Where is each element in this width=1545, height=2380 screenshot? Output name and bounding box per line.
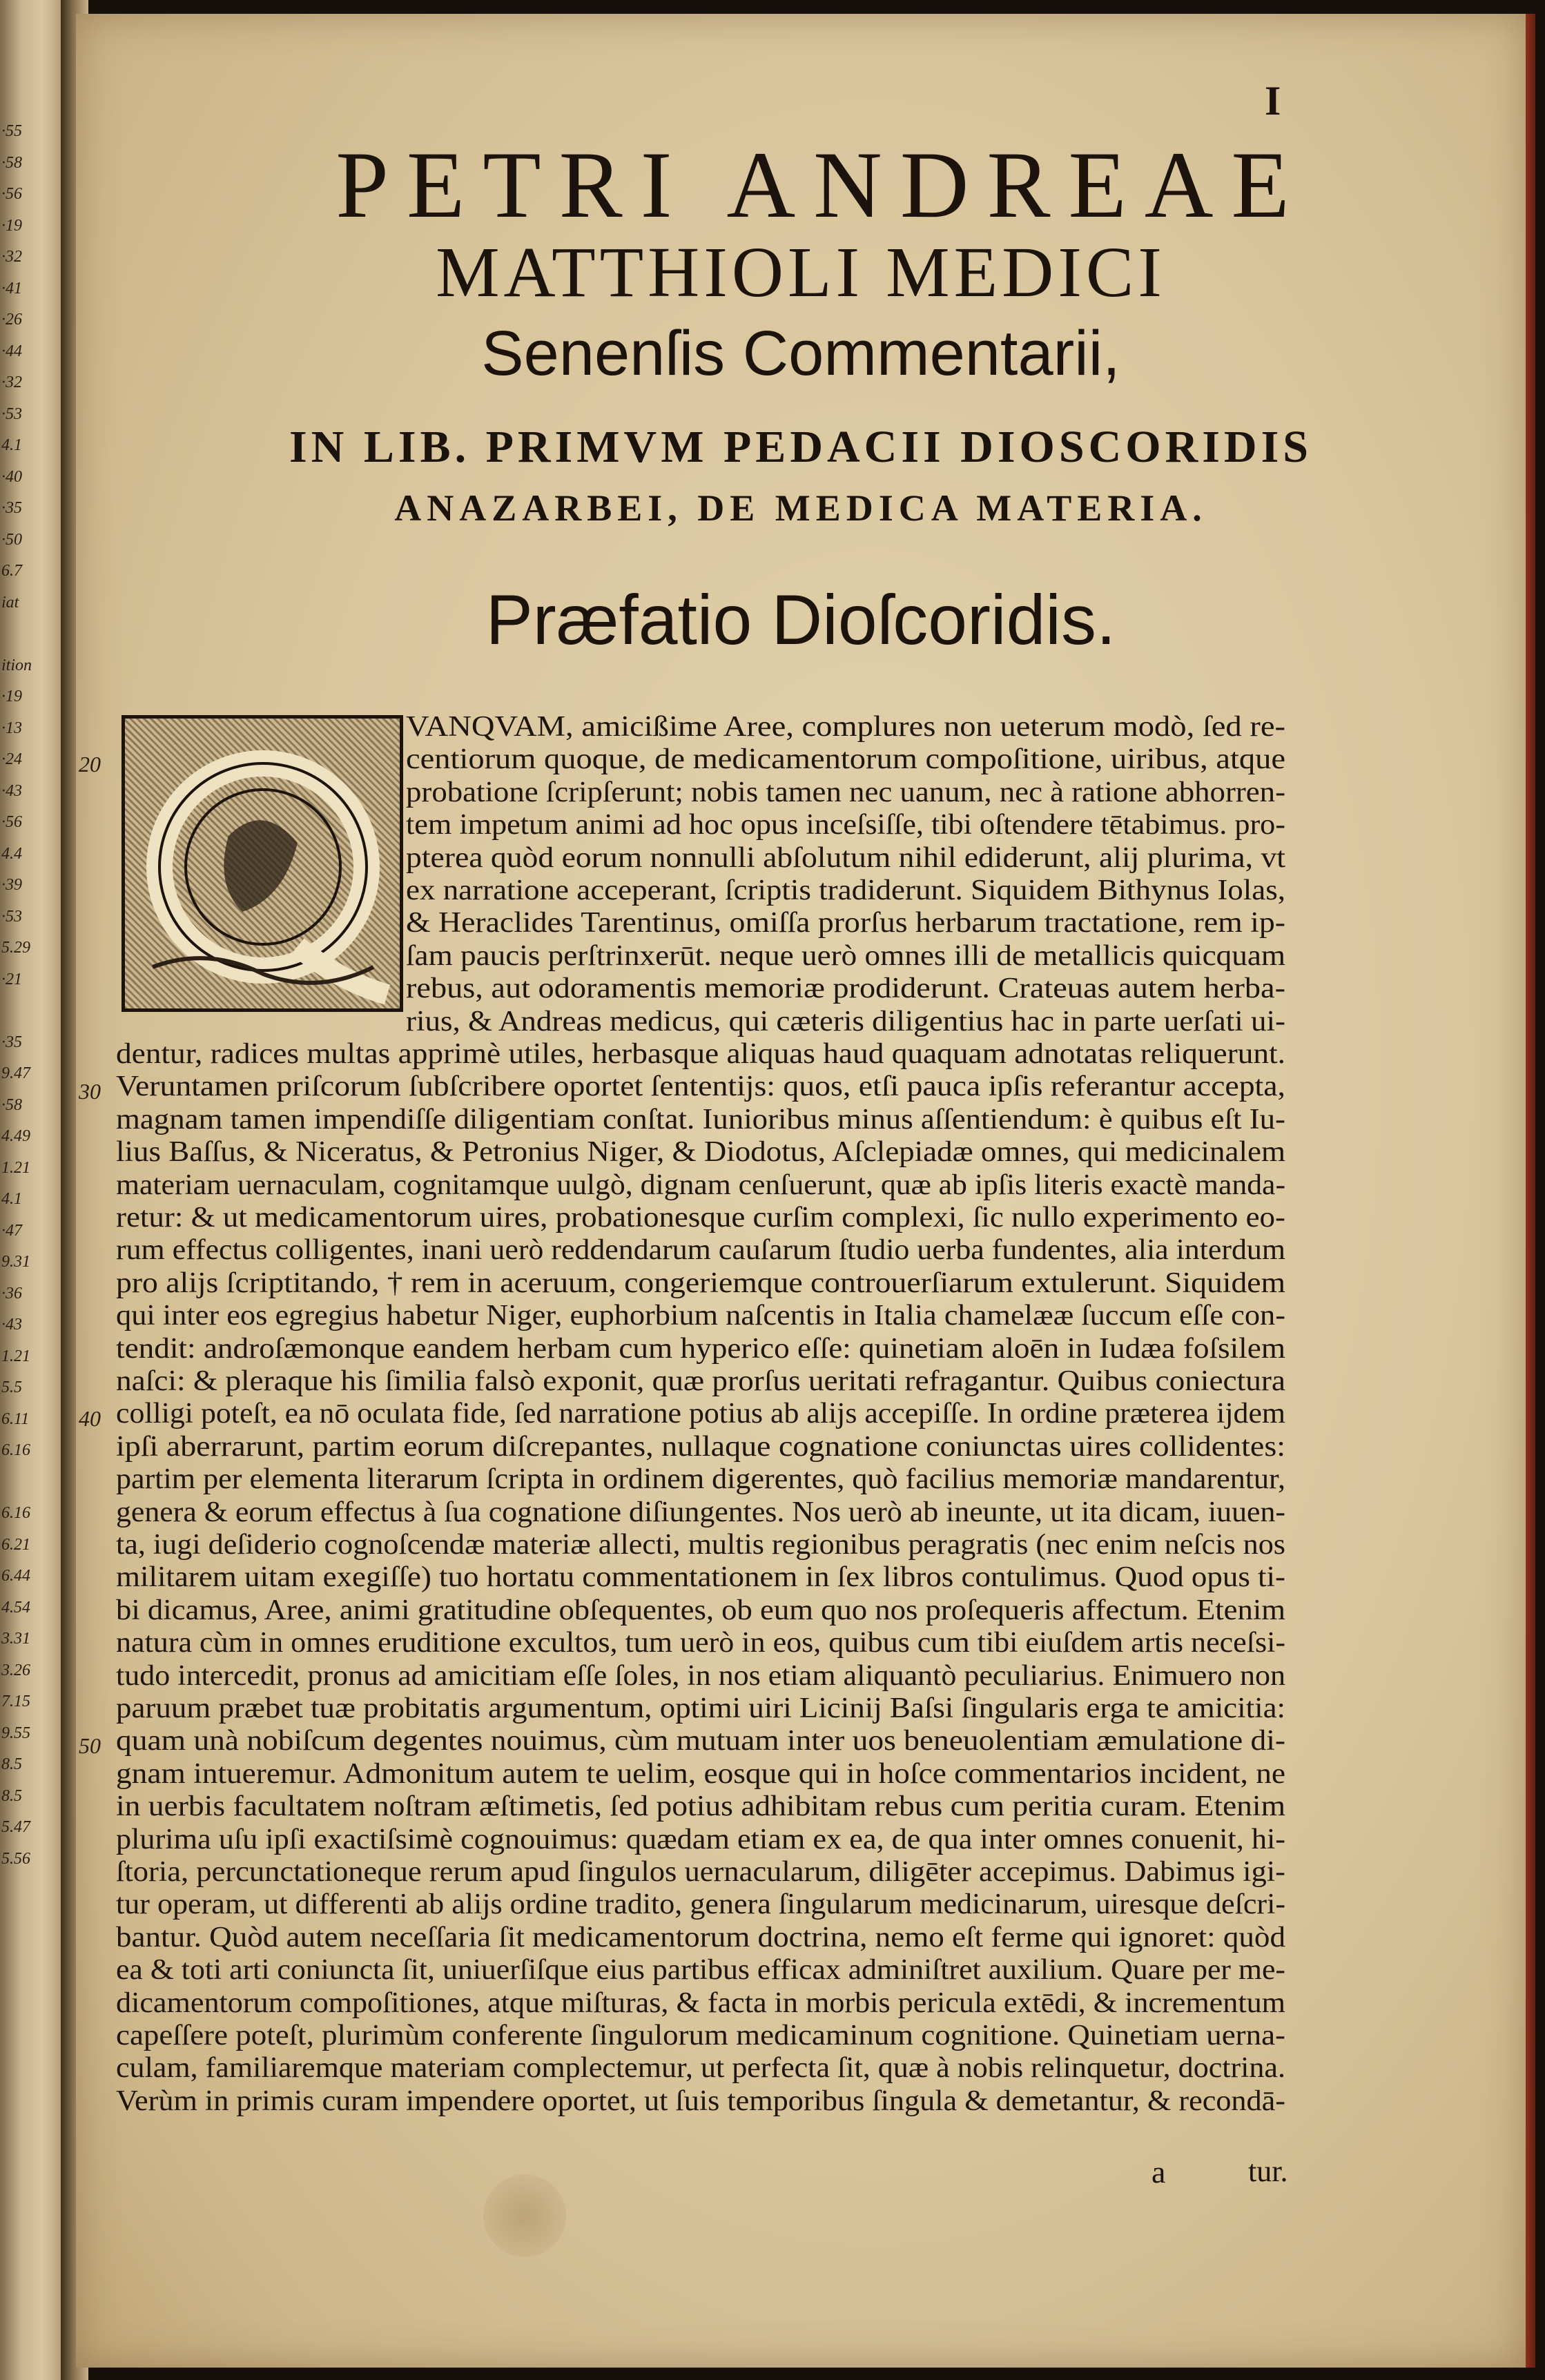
line-number-marker: 40	[79, 1406, 101, 1432]
text-line: tur operam, ut differenti ab alijs ordine tradito, genera ſingularum medicinarum, uiresque deſcri-	[116, 1889, 1286, 1921]
margin-index-number: 8.5	[1, 1786, 22, 1805]
text-line: ipſi aberrarunt, partim eorum diſcrepantes, nullaque cognatione coniunctas uires collidentes:	[116, 1430, 1286, 1463]
margin-index-number: ·58	[1, 1095, 22, 1114]
margin-index-number: ·50	[1, 530, 22, 549]
margin-index-number: ·53	[1, 404, 22, 423]
text-line: magnam tamen impendiſſe diligentiam conſtat. Iunioribus minus aſſentiendum: è quibus eſt Iu-	[116, 1103, 1285, 1135]
margin-index-number: iat	[1, 593, 19, 612]
previous-page-edge	[0, 0, 61, 2380]
text-line: colligi poteſt, ea nō oculata fide, ſed narratione potius ab alijs accepiſſe. In ordine præterea ijdem	[116, 1398, 1285, 1430]
margin-index-number: ·36	[1, 1284, 22, 1303]
line-number-marker: 20	[79, 752, 101, 777]
text-line: tem impetum animi ad hoc opus inceſsiſſe, tibi oſtendere tētabimus. pro-	[406, 809, 1285, 841]
line-number-marker: 50	[79, 1733, 101, 1759]
margin-index-number: ·35	[1, 499, 22, 517]
margin-index-number	[1, 1467, 59, 1499]
text-line: pro alijs ſcriptitando, † rem in aceruum, congeriemque controuerſiarum extulerunt. Siquidem	[116, 1267, 1285, 1299]
margin-index-number: 6.11	[1, 1410, 30, 1428]
text-line: tendit: androſæmonque eandem herbam cum hyperico eſſe: quinetiam aloēn in Iudæa foſsilem	[116, 1332, 1285, 1365]
margin-index-number: 9.55	[1, 1724, 30, 1742]
title-line-3: Senenſis Commentarii,	[481, 318, 1120, 389]
text-line: rum effectus colligentes, inani uerò reddendarum cauſarum ſtudio uerba fundentes, alia interdum	[116, 1234, 1285, 1267]
margin-index-number: ·53	[1, 907, 22, 926]
margin-index-number: 7.15	[1, 1693, 30, 1710]
text-line: rius, & Andreas medicus, qui cæteris diligentius hac in parte uerſati ui-	[406, 1005, 1285, 1037]
margin-index-number: ·41	[1, 279, 22, 298]
text-line: paruum præbet tuæ probitatis argumentum, optimi uiri Licinij Baſsi ſingularis erga te amicitia:	[116, 1693, 1285, 1724]
margin-index-number: ·35	[1, 1033, 22, 1051]
text-line: bi dicamus, Aree, animi gratitudine obſequentes, ob eum quo nos proſequeris affectum. Etenim	[116, 1594, 1286, 1626]
margin-index-number: ·21	[1, 970, 22, 988]
margin-index-number: 4.1	[1, 1190, 22, 1208]
margin-index-number: 9.31	[1, 1253, 30, 1271]
text-line: quam unà nobiſcum degentes nouimus, cùm mutuam inter uos beneuolentiam æmulatione di-	[116, 1725, 1285, 1757]
margin-index-number: ·56	[1, 813, 22, 831]
margin-index-number: ition	[1, 656, 32, 674]
margin-index-number: 1.21	[1, 1347, 30, 1365]
text-line: ea & toti arti coniuncta ſit, uniuerſiſque eius partibus efficax adminiſtret auxilium. Quare per me-	[116, 1954, 1285, 1987]
margin-index-number: 4.49	[1, 1127, 30, 1145]
text-line: partim per elementa literarum ſcripta in ordinem digerentes, quò facilius memoriæ mandarentur,	[116, 1463, 1286, 1496]
margin-index-number: ·56	[1, 185, 22, 203]
margin-index-number: 8.5	[1, 1755, 22, 1773]
margin-index-number: 6.44	[1, 1567, 30, 1585]
margin-index-number: ·24	[1, 750, 22, 768]
margin-index-number: ·13	[1, 719, 22, 737]
text-line: plurima uſu ipſi exactiſsimè cognouimus: quædam etiam ex ea, de qua inter omnes conuenit, hi-	[116, 1823, 1285, 1855]
margin-index-number: ·43	[1, 781, 22, 800]
margin-index-number: 4.1	[1, 436, 22, 454]
margin-index-number: ·32	[1, 248, 22, 266]
catchword: tur.	[1248, 2154, 1288, 2188]
text-line: Veruntamen priſcorum ſubſcribere oportet ſententijs: quos, etſi pauca ipſis referantur accepta,	[116, 1071, 1285, 1103]
margin-index-number: 6.16	[1, 1441, 30, 1459]
margin-index-number	[1, 995, 59, 1027]
margin-index-number: ·47	[1, 1221, 22, 1240]
margin-index-number: 1.21	[1, 1158, 30, 1177]
text-line: gnam intueremur. Admonitum autem te uelim, eosque qui in hoſce commentarios incident, ne	[116, 1757, 1285, 1790]
text-line: natura cùm in omnes eruditione excultos, tum uerò in eos, quibus cum tibi eiuſdem artis neceſsi-	[116, 1627, 1285, 1659]
margin-index-number: ·19	[1, 216, 22, 235]
margin-index-number: ·58	[1, 153, 22, 172]
paper-stain	[483, 2174, 566, 2257]
body-text-block	[76, 711, 1526, 2160]
text-line: dentur, radices multas apprimè utiles, herbasque aliquas haud quaquam adnotatas reliquerunt.	[116, 1038, 1285, 1070]
title-line-5: ANAZARBEI, DE MEDICA MATERIA.	[394, 487, 1207, 529]
margin-index-number: ·39	[1, 876, 22, 894]
margin-index-number: ·26	[1, 311, 22, 329]
margin-index-number: 5.29	[1, 939, 30, 957]
left-margin-index	[1, 116, 59, 1875]
text-line: qui inter eos egregius habetur Niger, euphorbium naſcentis in Italia chamelææ ſuccum eſſe con-	[116, 1300, 1286, 1332]
text-line: ſam paucis perſtrinxerūt. neque uerò omnes illi de metallicis quicquam	[406, 939, 1285, 972]
text-line: naſci: & pleraque his ſimilia falsò exponit, quæ prorſus ueritati refragantur. Quibus coniectura	[116, 1365, 1285, 1397]
margin-index-number: ·19	[1, 687, 22, 705]
margin-index-number	[1, 618, 59, 650]
text-line: retur: & ut medicamentorum uires, probationesque curſim complexi, ſic nullo experimento eo-	[116, 1202, 1286, 1233]
line-number-marker: 30	[79, 1079, 101, 1104]
text-line: militarem uitam exegiſſe) tuo hortatu commentationem in ſex libros contulimus. Quod opus ti-	[116, 1561, 1285, 1594]
margin-index-number: 3.26	[1, 1661, 30, 1679]
text-line: ſtoria, percunctationeque rerum apud ſingulos uernacularum, diligēter accepimus. Dabimus igi-	[116, 1856, 1285, 1888]
red-page-edge	[1526, 14, 1535, 2368]
margin-index-number: 6.16	[1, 1504, 30, 1522]
signature-mark: a	[1152, 2154, 1166, 2189]
text-line: Verùm in primis curam impendere oportet, ut ſuis temporibus ſingula & demetantur, & recondā-	[116, 2085, 1286, 2117]
page-number: I	[1265, 78, 1281, 124]
margin-index-number: 4.4	[1, 844, 22, 863]
text-line: capeſſere poteſt, plurimùm conferente ſingulorum medicaminum cognitione. Quinetiam uerna-	[116, 2020, 1285, 2051]
text-line: ta, iugi deſiderio cognoſcendæ materiæ allecti, multis regionibus peragratis (nec enim neſcis nos	[116, 1529, 1285, 1561]
text-line: & Heraclides Tarentinus, omiſſa prorſus herbarum tractatione, rem ip-	[406, 907, 1285, 939]
text-line: VANQVAM, amicißime Aree, complures non ueterum modò, ſed re-	[406, 711, 1285, 743]
margin-index-number: ·43	[1, 1316, 22, 1334]
margin-index-number: 6.21	[1, 1535, 30, 1554]
margin-index-number: ·44	[1, 342, 22, 360]
text-line: rebus, aut odoramentis memoriæ prodiderunt. Crateuas autem herba-	[406, 973, 1285, 1005]
text-line: in uerbis facultatem noſtram æſtimetis, ſed potius adhibitam rebus cum peritia curam. Etenim	[116, 1791, 1286, 1823]
text-line: probatione ſcripſerunt; nobis tamen nec uanum, nec à ratione abhorren-	[406, 776, 1285, 808]
margin-index-number: ·32	[1, 373, 22, 391]
text-line: centiorum quoque, de medicamentorum compoſitione, uiribus, atque	[406, 743, 1286, 776]
margin-index-number: 4.54	[1, 1598, 30, 1617]
text-line: tudo intercedit, pronus ad amicitiam eſſe ſoles, in nos etiam aliquantò peculiarius. Enimuero non	[116, 1659, 1285, 1692]
margin-index-number: 5.47	[1, 1818, 30, 1836]
margin-index-number: ·40	[1, 467, 22, 486]
title-line-4: IN LIB. PRIMVM PEDACII DIOSCORIDIS	[289, 422, 1312, 472]
margin-index-number: 3.31	[1, 1630, 30, 1648]
text-line: lius Baſſus, & Niceratus, & Petronius Niger, & Diodotus, Aſclepiadæ omnes, qui medicinalem	[116, 1136, 1286, 1169]
margin-index-number: ·55	[1, 122, 22, 140]
text-line: genera & eorum effectus à ſua cognatione diſiungentes. Nos uerò ab ineunte, ut ita dicam, iuuen-	[116, 1496, 1285, 1528]
margin-index-number: 6.7	[1, 562, 22, 580]
title-line-1: PETRI ANDREAE	[336, 132, 1308, 237]
text-line: bantur. Quòd autem neceſſaria ſit medicamentorum doctrina, nemo eſt ferme qui ignoret: quòd	[116, 1921, 1285, 1953]
margin-index-number: 9.47	[1, 1064, 30, 1082]
text-line: dicamentorum compoſitiones, atque miſturas, & facta in morbis pericula extēdi, & incrementum	[116, 1987, 1285, 2019]
title-line-2: MATTHIOLI MEDICI	[436, 233, 1166, 312]
text-line: materiam uernaculam, cognitamque uulgò, dignam cenſuerunt, quæ ab ipſis literis exactè manda-	[116, 1169, 1285, 1201]
text-line: culam, familiaremque materiam complectemur, ut perfecta ſit, quæ à nobis relinquetur, doctrina.	[116, 2052, 1285, 2085]
margin-index-number: 5.56	[1, 1849, 30, 1868]
text-line: ex narratione acceperant, ſcriptis tradiderunt. Siquidem Bithynus Iolas,	[406, 875, 1285, 906]
margin-index-number: 5.5	[1, 1378, 22, 1396]
section-heading: Præfatio Dioſcoridis.	[485, 581, 1116, 659]
text-line: pterea quòd eorum nonnulli abſolutum nihil ediderunt, alij plurima, vt	[406, 841, 1285, 874]
